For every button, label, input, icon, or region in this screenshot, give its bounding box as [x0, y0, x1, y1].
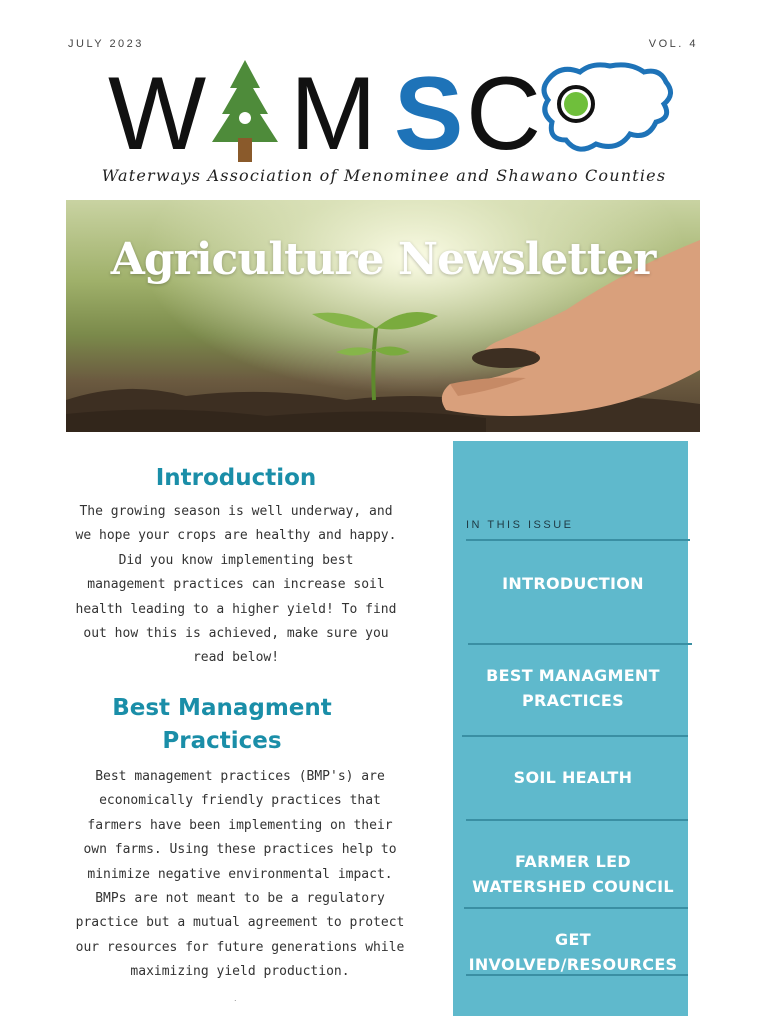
hero-banner [66, 200, 700, 432]
sidebar-item-farmer-led-watershed-council[interactable] [453, 849, 693, 899]
text-line: read below! [192, 650, 280, 666]
in-this-issue-label: IN THIS ISSUE [466, 519, 574, 531]
introduction-heading: Introduction [155, 465, 317, 491]
sidebar-divider [466, 819, 688, 821]
sidebar-item-label: BEST MANAGMENT [486, 666, 660, 685]
logo-letter-s: S [394, 56, 464, 172]
text-line: practice but a mutual agreement to protect [75, 915, 405, 931]
sidebar-item-label: INVOLVED/RESOURCES [468, 955, 678, 974]
sidebar-item-label: PRACTICES [522, 691, 624, 710]
text-line: BMPs are not meant to be a regulatory [95, 891, 385, 907]
sidebar-item-label: FARMER LED [515, 852, 631, 871]
sidebar-divider [466, 539, 690, 541]
introduction-body [66, 500, 406, 671]
sidebar-divider [466, 974, 688, 976]
text-line: management practices can increase soil [87, 577, 385, 593]
text-line: we hope your crops are healthy and happy. [75, 528, 397, 544]
bmp-body [70, 765, 410, 985]
heading-line: Best Managment [112, 695, 332, 721]
text-line: Did you know implementing best [118, 552, 354, 568]
sidebar-item-label: SOIL HEALTH [513, 768, 633, 787]
text-line: The growing season is well underway, and [79, 504, 393, 519]
issue-date: JULY 2023 [68, 38, 144, 50]
sidebar-divider [464, 907, 688, 909]
text-line: minimize negative environmental impact. [87, 866, 393, 882]
sidebar-item-label: WATERSHED COUNCIL [472, 877, 674, 896]
text-line: economically friendly practices that [99, 793, 381, 809]
tree-icon [200, 58, 290, 166]
logo-letter-m: M [290, 56, 377, 172]
sidebar-item-get-involved-resources[interactable] [453, 927, 693, 977]
text-line: Best management practices (BMP's) are [95, 769, 385, 784]
text-line: health leading to a higher yield! To find [75, 601, 397, 617]
bmp-heading [52, 692, 392, 758]
sidebar-divider [468, 643, 692, 645]
text-line: own farms. Using these practices help to [83, 842, 397, 858]
logo-letter-c: C [466, 56, 542, 172]
sidebar-item-label: INTRODUCTION [502, 574, 644, 593]
text-line: farmers have been implementing on their [87, 817, 393, 833]
sidebar-item-soil-health[interactable] [453, 765, 693, 790]
text-line: our resources for future generations while [75, 939, 405, 955]
wamsco-logo [108, 58, 678, 170]
sidebar-item-introduction[interactable] [453, 571, 693, 596]
organization-subtitle: Waterways Association of Menominee and Shawano Counties [101, 166, 667, 185]
heading-line: Practices [162, 728, 282, 754]
text-line: maximizing yield production. [130, 964, 350, 980]
issue-volume: VOL. 4 [648, 38, 698, 50]
logo-letter-w: W [108, 56, 207, 172]
trailing-mark: . [234, 994, 237, 1003]
text-line: out how this is achieved, make sure you [83, 626, 389, 642]
county-map-icon [538, 60, 678, 160]
newsletter-title: Agriculture Newsletter [110, 234, 656, 285]
sidebar-divider [462, 735, 688, 737]
sidebar-item-best-management-practices[interactable] [453, 663, 693, 713]
sidebar-item-label: GET [555, 930, 591, 949]
